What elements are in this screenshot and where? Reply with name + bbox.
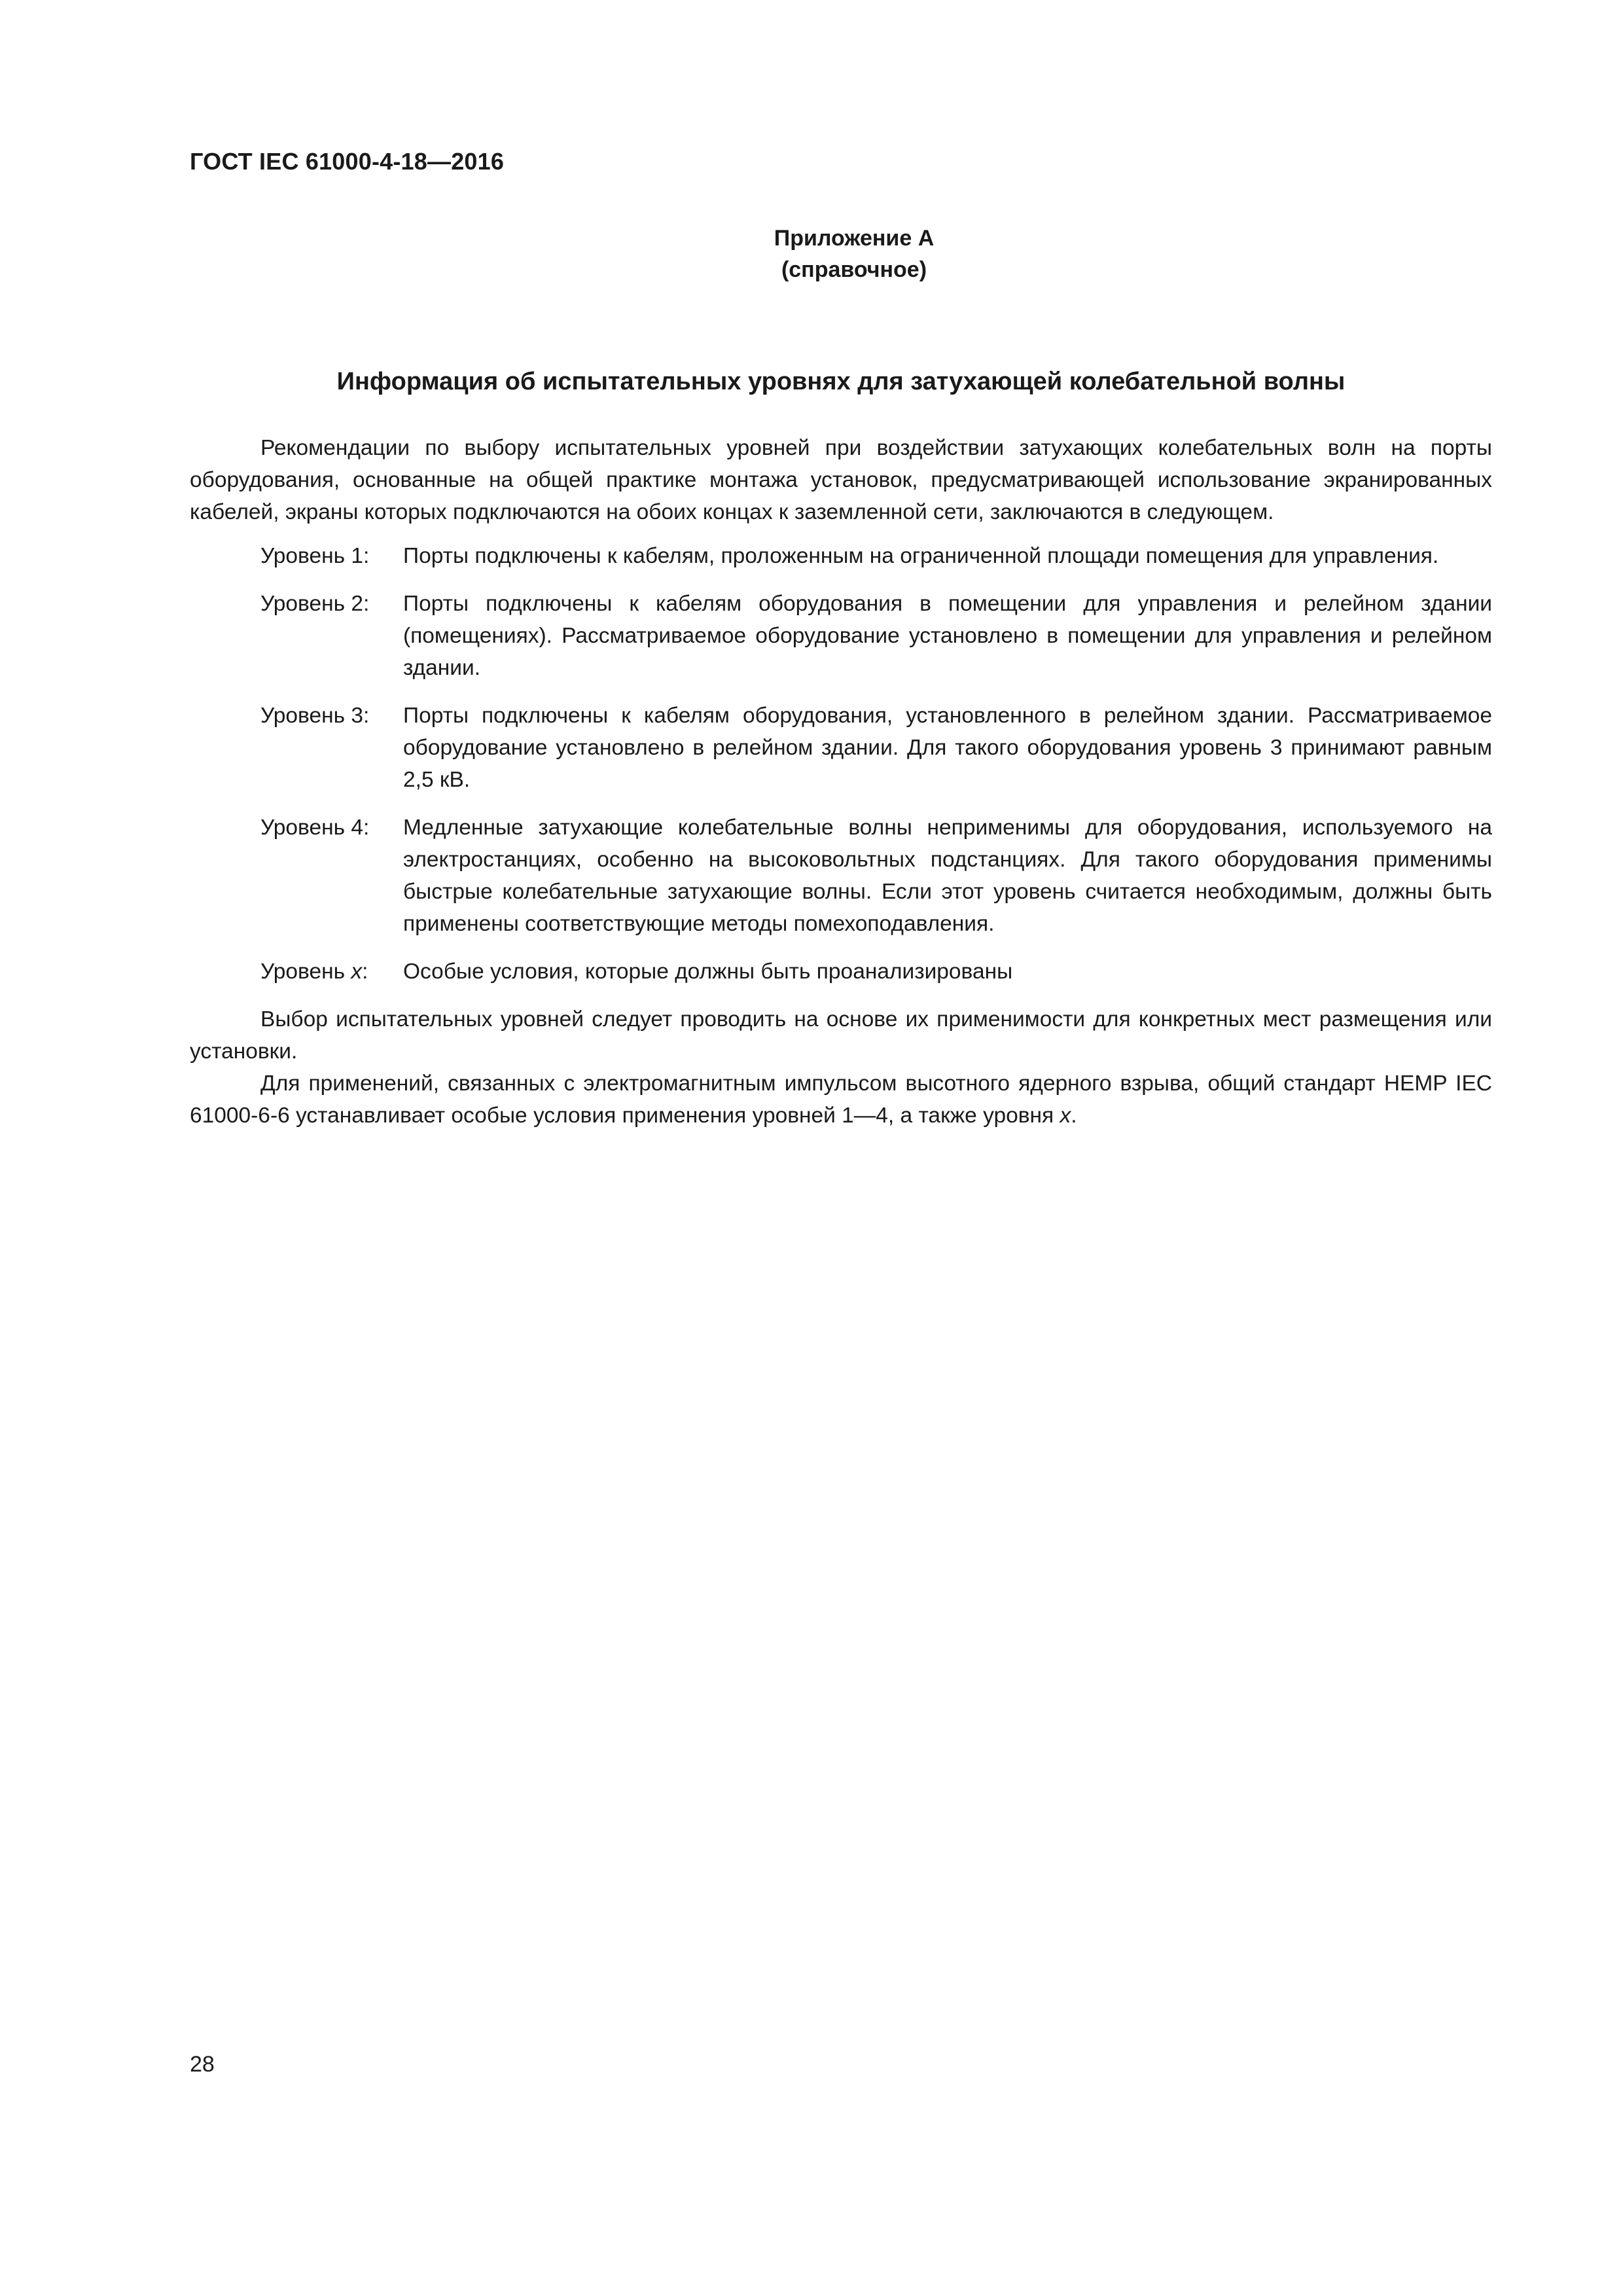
level-description: Порты подключены к кабелям оборудования, установленного в релейном здании. Рассматриваемое оборудование установлено в релейном здании. Для такого оборудования уровень 3 принимают равным 2,5 кВ. — [403, 704, 1492, 792]
level-description: Порты подключены к кабелям оборудования в помещении для управления и релейном здании (помещениях). Рассматриваемое оборудование установлено в помещении для управления и релейном здании. — [403, 592, 1492, 680]
level-label: Уровень 2: — [260, 592, 370, 616]
level-item-x — [190, 956, 1492, 988]
hemp-end: . — [1071, 1103, 1077, 1128]
annex-body — [190, 432, 1492, 1132]
level-description: Медленные затухающие колебательные волны неприменимы для оборудования, используемого на электростанциях, особенно на высоковольтных подстанциях. Для такого оборудования применимы быстрые колебательные затухающие волны. Если этот уровень считается необходимым, должны быть применены соответствующие методы помехоподавления. — [403, 816, 1492, 936]
level-item-1 — [190, 540, 1492, 572]
level-description: Порты подключены к кабелям, проложенным на ограниченной площади помещения для управления. — [403, 544, 1439, 568]
annex-label: Приложение А — [774, 226, 935, 251]
level-label: Уровень 3: — [260, 704, 370, 728]
annex-type: (справочное) — [781, 257, 927, 282]
hemp-text: Для применений, связанных с электромагнитным импульсом высотного ядерного взрыва, общий стандарт HEMP IEC 61000-6-6 устанавливает особые условия применения уровней 1—4, а также уровня — [190, 1071, 1492, 1128]
levels-list — [190, 540, 1492, 988]
level-label: Уровень 1: — [260, 544, 370, 568]
level-item-2 — [190, 588, 1492, 684]
level-label-suffix: : — [362, 960, 368, 984]
level-description: Особые условия, которые должны быть проанализированы — [403, 960, 1013, 984]
level-label-prefix: Уровень — [260, 960, 351, 984]
hemp-paragraph — [190, 1067, 1492, 1132]
intro-paragraph: Рекомендации по выбору испытательных уровней при воздействии затухающих колебательных волн на порты оборудования, основанные на общей практике монтажа установок, предусматривающей использование экранированных кабелей, экраны которых подключаются на обоих концах к заземленной сети, заключаются в следующем. — [190, 436, 1492, 524]
closing-paragraphs — [190, 1003, 1492, 1132]
level-label: Уровень 4: — [260, 816, 370, 840]
level-label — [260, 956, 403, 988]
hemp-variable: x — [1060, 1103, 1071, 1128]
page-number: 28 — [190, 2052, 215, 2077]
annex-heading — [0, 223, 1623, 285]
standard-identifier: ГОСТ IEC 61000-4-18—2016 — [190, 148, 505, 175]
level-label-variable: x — [351, 960, 363, 984]
annex-title: Информация об испытательных уровнях для затухающей колебательной волны — [336, 368, 1346, 395]
selection-paragraph: Выбор испытательных уровней следует проводить на основе их применимости для конкретных мест размещения или установки. — [190, 1007, 1492, 1064]
level-item-4 — [190, 812, 1492, 940]
level-item-3 — [190, 700, 1492, 796]
